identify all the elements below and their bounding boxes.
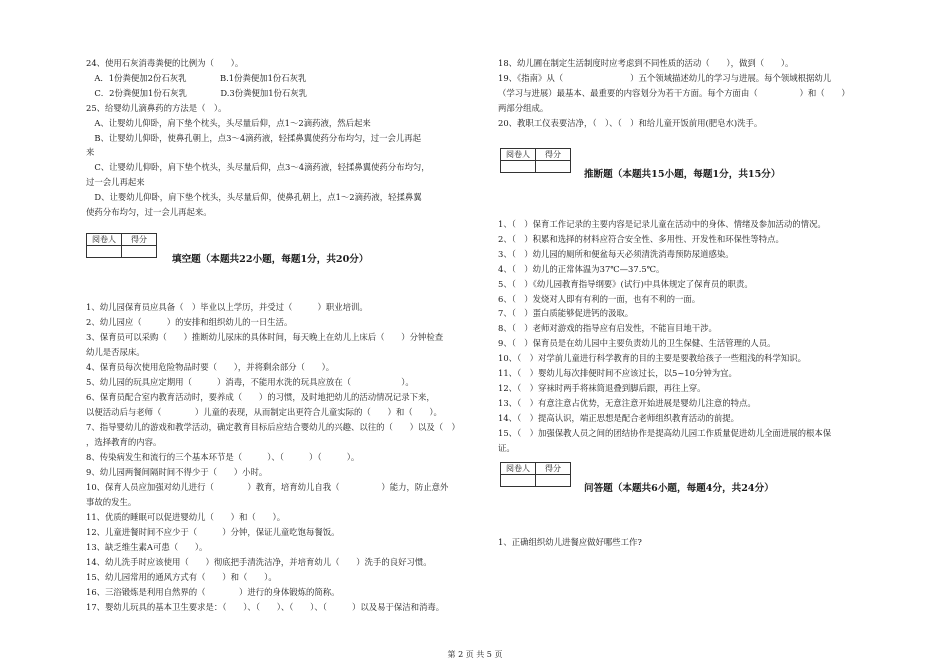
judge-line: 14、（ ）提高认识，端正思想是配合老师组织教育活动的前提。	[498, 412, 739, 423]
judge-line: 5、（ ）《幼儿园教育指导纲要》(试行)中具体规定了保育员的职责。	[498, 278, 753, 289]
question-line: 20、教职工仪表要洁净，（ ）、（ ）和给儿童开饭前用(肥皂水)洗手。	[498, 118, 763, 128]
judge-line: 证。	[498, 442, 515, 453]
grader-cell[interactable]	[501, 161, 536, 173]
score-cell[interactable]	[536, 161, 571, 173]
grader-label: 阅卷人	[501, 149, 536, 161]
question-line: 两部分组成。	[498, 103, 549, 113]
judge-line: 6、（ ）发烧对人即有有利的一面，也有不利的一面。	[498, 293, 701, 304]
question-line: 11、优质的睡眠可以促进婴幼儿（ ）和（ ）。	[86, 512, 286, 522]
question-line: B、让婴幼儿仰卧，使鼻孔朝上，点3～4滴药液，轻揉鼻翼使药分布均匀，过一会儿再起	[86, 132, 422, 143]
question-line: 3、保育员可以采购（ ）推断幼儿尿床的具体时间，每天晚上在幼儿上床后（ ）分钟检查	[86, 332, 444, 342]
question-line: 来	[86, 147, 95, 158]
question-line: 25、给婴幼儿滴鼻药的方法是（ ）。	[86, 102, 227, 113]
question-line: 1、幼儿园保育员应具备（ ）毕业以上学历，并受过（ ）职业培训。	[86, 302, 368, 312]
question-line: 1、正确组织幼儿进餐应做好哪些工作?	[498, 537, 642, 547]
grader-label: 阅卷人	[501, 463, 536, 475]
judge-line: 2、（ ）积累和选择的材料应符合安全性、多用性、开发性和环保性等特点。	[498, 233, 784, 244]
question-line: 2、幼儿园应（ ）的安排和组织幼儿的一日生活。	[86, 317, 293, 327]
grader-label: 阅卷人	[87, 234, 122, 246]
question-line: 12、儿童进餐时间不应少于（ ）分钟，保证儿童吃饱每餐饭。	[86, 527, 340, 537]
grader-cell[interactable]	[87, 246, 122, 258]
question-line: ，选择教育的内容。	[86, 437, 162, 447]
question-line: 使药分布均匀，过一会儿再起来。	[86, 207, 212, 217]
grader-table-fill	[86, 233, 157, 258]
section-title-qa: 问答题（本题共6小题，每题4分，共24分）	[584, 483, 774, 494]
score-label: 得分	[536, 463, 571, 475]
score-cell[interactable]	[122, 246, 157, 258]
score-cell[interactable]	[536, 475, 571, 487]
question-line: 过一会儿再起来	[86, 177, 145, 188]
question-line: 10、保育人员应加强对幼儿进行（ ）教育，培育幼儿自我（ ）能力，防止意外	[86, 482, 449, 492]
question-line: 以便活动后与老师（ ）儿童的表现，从而制定出更符合儿童实际的（ ）和（ ）。	[86, 407, 442, 417]
grader-table-qa	[500, 462, 571, 487]
question-line: 15、幼儿园常用的通风方式有（ ）和（ ）。	[86, 572, 277, 582]
grader-cell[interactable]	[501, 475, 536, 487]
question-line: D、让婴幼儿仰卧，肩下垫个枕头，头尽量后仰，使鼻孔朝上，点1～2滴药液，轻揉鼻翼	[86, 192, 422, 203]
page-number: 第 2 页 共 5 页	[447, 650, 503, 659]
judge-line: 13、（ ）有意注意占优势，无意注意开始进展是婴幼儿注意的特点。	[498, 397, 756, 408]
question-line: 13、缺乏维生素A可患（ ）。	[86, 542, 208, 552]
question-line: C．2份粪便加1份石灰乳 D.3份粪便加1份石灰乳	[86, 87, 308, 98]
question-line: 16、三浴锻炼是利用自然界的（ ）进行的身体锻炼的简称。	[86, 587, 340, 597]
grader-table-judge	[500, 148, 571, 173]
question-line: 24、使用石灰消毒粪便的比例为（ ）。	[86, 58, 244, 68]
score-label: 得分	[536, 149, 571, 161]
judge-line: 10、（ ）对学前儿童进行科学教育的目的主要是要教给孩子一些粗浅的科学知识。	[498, 353, 806, 364]
question-line: 5、幼儿园的玩具应定期用（ ）消毒，不能用水洗的玩具应放在（ ）。	[86, 377, 414, 387]
question-line: 6、保育员配合室内教育活动时，要养成（ ）的习惯，及时地把幼儿的活动情况记录下来，	[86, 392, 435, 402]
judge-line: 7、（ ）蛋白质能够促进钙的汲取。	[498, 308, 634, 319]
question-line: 幼儿是否尿床。	[86, 347, 145, 357]
judge-line: 1、（ ）保育工作记录的主要内容是记录儿童在活动中的身体、情绪及参加活动的情况。	[498, 219, 826, 229]
section-title-judge: 推断题（本题共15小题，每题1分，共15分）	[584, 169, 781, 180]
question-line: 14、幼儿洗手时应该使用（ ）彻底把手清洗洁净，并培育幼儿（ ）洗手的良好习惯。	[86, 557, 432, 567]
question-line: A．1份粪便加2份石灰乳 B.1份粪便加1份石灰乳	[86, 72, 307, 83]
question-line: 17、婴幼儿玩具的基本卫生要求是：（ ）、（ ）、（ ）、（ ）以及易于保洁和消毒。	[86, 602, 445, 612]
judge-line: 3、（ ）幼儿园的厕所和便盆每天必须清洗消毒预防尿道感染。	[498, 248, 734, 259]
judge-line: 9、（ ）保育员是在幼儿园中主要负责幼儿的卫生保健、生活管理的人员。	[498, 338, 776, 349]
question-line: 事故的发生。	[86, 497, 137, 507]
question-line: 18、幼儿圃在制定生活制度时应考虑到不同性质的活动（ ），做到（ ）。	[498, 58, 794, 68]
judge-line: 8、（ ）老师对游戏的指导应有启发性，不能盲目地干涉。	[498, 323, 717, 334]
section-title-fill: 填空题（本题共22小题，每题1分，共20分）	[172, 254, 369, 265]
question-line: 9、幼儿园两餐间隔时间不得少于（ ）小时。	[86, 467, 268, 477]
question-line: A、让婴幼儿仰卧，肩下垫个枕头，头尽量后仰，点1～2滴药液，然后起来	[86, 117, 371, 128]
judge-line: 11、（ ）婴幼儿每次排便时间不应该过长，以5~10分钟为宜。	[498, 368, 737, 378]
question-line: 7、指导婴幼儿的游戏和教学活动，确定教育目标后应结合婴幼儿的兴趣、以往的（ ）以及（ ）	[86, 422, 460, 432]
judge-line: 12、（ ）穿袜时两手将袜筒退叠到脚后跟，再往上穿。	[498, 382, 706, 393]
score-label: 得分	[122, 234, 157, 246]
judge-line: 4、（ ）幼儿的正常体温为37℃—37.5℃。	[498, 263, 665, 274]
question-line: 4、保育员每次使用危险物品时要（ ），并将剩余部分（ ）。	[86, 362, 335, 372]
judge-line: 15、（ ）加强保教人员之间的团结协作是提高幼儿园工作质量促进幼儿全面进展的根本保	[498, 427, 832, 438]
question-line: 19、《指南》从（ ）五个领域描述幼儿的学习与进展。每个领域根据幼儿	[498, 73, 832, 83]
question-line: （学习与进展）最基本、最重要的内容划分为若干方面。每个方面由（ ）和（ ）	[498, 88, 850, 98]
question-line: 8、传染病发生和流行的三个基本环节是（ ）、（ ）（ ）。	[86, 452, 360, 462]
question-line: C、让婴幼儿仰卧，肩下垫个枕头，头尽量后仰，点3～4滴药液，轻揉鼻翼使药分布均匀，	[86, 162, 430, 173]
